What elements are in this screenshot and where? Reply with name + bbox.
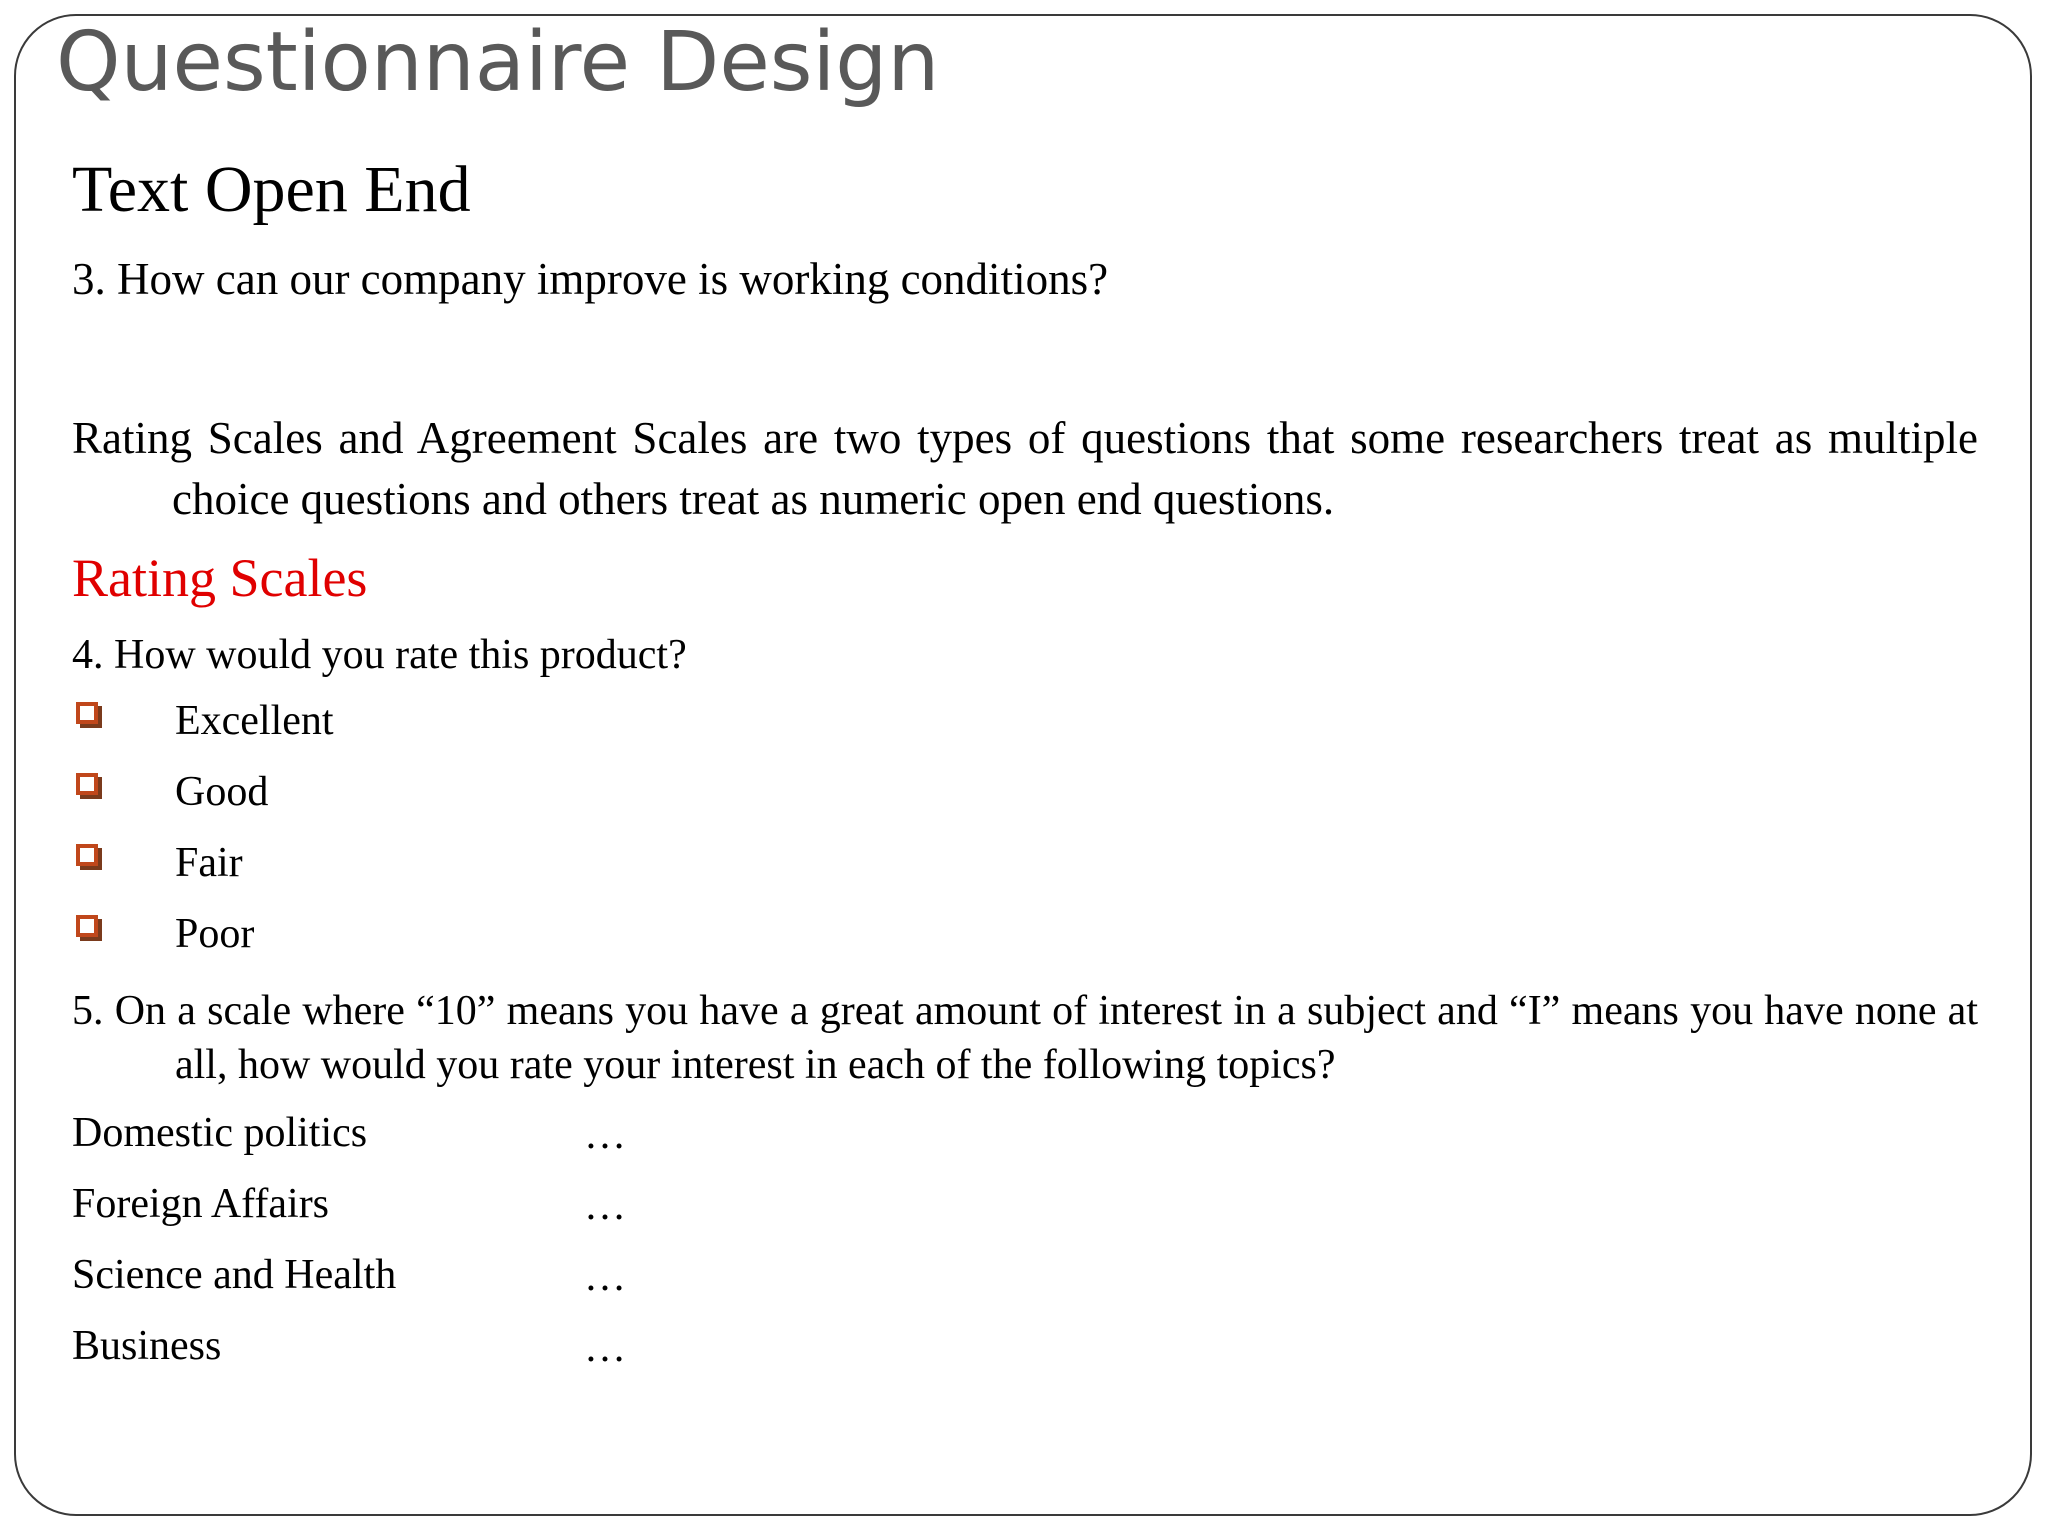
rating-option-label: Fair [175, 840, 243, 886]
question-3: 3. How can our company improve is working conditions? [72, 254, 1109, 304]
intro-paragraph: Rating Scales and Agreement Scales are two types of questions that some researchers treat as multiple choice questions and others treat as numeric open end questions. [72, 413, 1978, 524]
topic-name: Foreign Affairs [72, 1181, 330, 1227]
topic-value: … [584, 1325, 626, 1371]
topic-row [72, 1108, 772, 1179]
rating-option-label: Excellent [175, 698, 334, 744]
topic-row [72, 1250, 772, 1321]
topic-value: … [584, 1254, 626, 1300]
slide-title: Questionnaire Design [56, 15, 940, 110]
section-heading-text-open-end: Text Open End [72, 153, 471, 226]
topics-list [72, 1108, 772, 1392]
topic-value: … [584, 1112, 626, 1158]
topic-name: Domestic politics [72, 1110, 368, 1156]
checkbox-icon [76, 773, 98, 795]
topic-row [72, 1321, 772, 1392]
topic-value: … [584, 1183, 626, 1229]
section-heading-rating-scales: Rating Scales [72, 548, 368, 608]
checkbox-icon [76, 844, 98, 866]
topic-name: Business [72, 1323, 222, 1369]
checkbox-icon [76, 915, 98, 937]
rating-option-label: Good [175, 769, 269, 815]
question-5: 5. On a scale where “10” means you have a great amount of interest in a subject and “I” means you have none at all, how would you rate your interest in each of the following topics? [72, 988, 1978, 1088]
topic-row [72, 1179, 772, 1250]
topic-name: Science and Health [72, 1252, 397, 1298]
question-4: 4. How would you rate this product? [72, 632, 687, 678]
checkbox-icon [76, 702, 98, 724]
rating-option-label: Poor [175, 911, 255, 957]
